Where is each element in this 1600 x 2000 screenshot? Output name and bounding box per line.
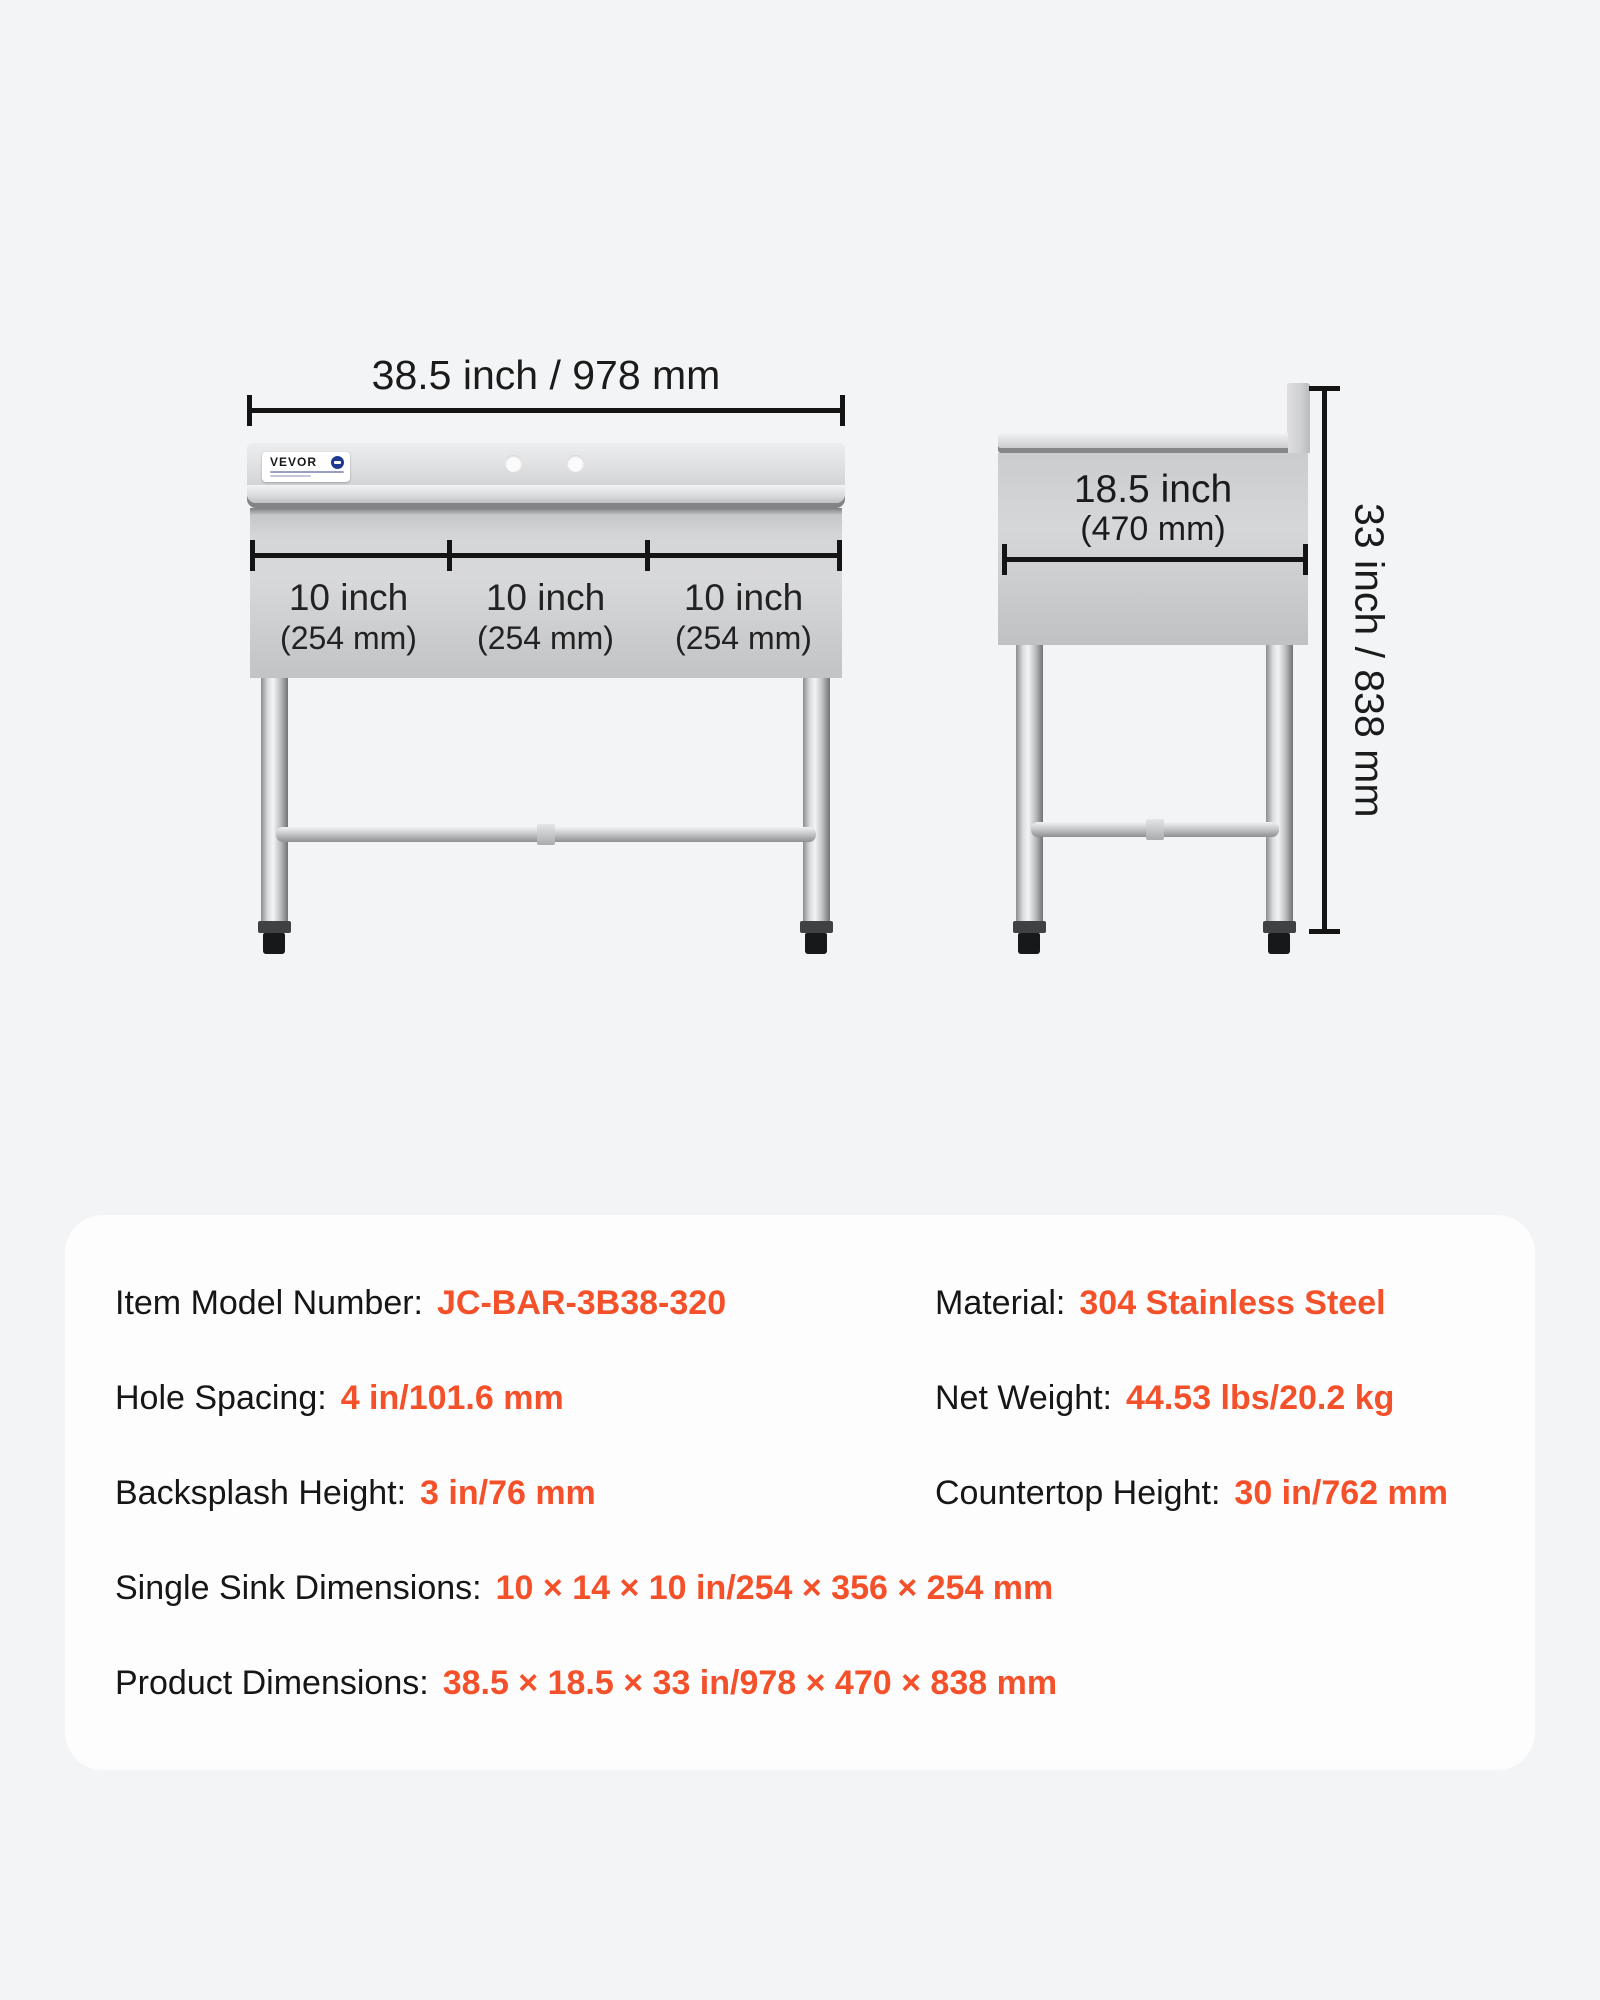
spec-row-hole-spacing: Hole Spacing: 4 in/101.6 mm <box>115 1379 564 1417</box>
spec-row-material: Material: 304 Stainless Steel <box>935 1284 1386 1322</box>
height-dimension-line <box>1322 386 1327 934</box>
crossbar-coupler <box>537 824 555 845</box>
dim-tick <box>447 540 452 571</box>
label-fine-print-line <box>270 475 311 477</box>
foot-collar <box>800 921 833 933</box>
faucet-hole <box>505 455 522 472</box>
side-backsplash <box>1287 383 1310 453</box>
adjustable-foot <box>1018 933 1040 954</box>
crossbar-coupler <box>1146 819 1164 840</box>
table-leg <box>803 678 830 921</box>
vevor-label <box>262 452 350 482</box>
spec-row-item-model-number: Item Model Number: JC-BAR-3B38-320 <box>115 1284 727 1322</box>
spec-card <box>65 1215 1535 1770</box>
table-leg <box>261 678 288 921</box>
spec-row-single-sink-dimensions: Single Sink Dimensions: 10 × 14 × 10 in/254 × 356 × 254 mm <box>115 1569 1054 1607</box>
sink-section-label: 10 inch (254 mm) <box>280 577 417 656</box>
adjustable-foot <box>263 933 285 954</box>
table-leg <box>1016 645 1043 921</box>
dim-tick <box>840 395 845 426</box>
dim-tick <box>645 540 650 571</box>
foot-collar <box>258 921 291 933</box>
crossbar <box>1031 822 1279 837</box>
adjustable-foot <box>1268 933 1290 954</box>
vevor-wordmark: VEVOR <box>270 455 318 469</box>
faucet-hole <box>567 455 584 472</box>
backsplash-lip <box>247 485 845 503</box>
sink-section-label: 10 inch (254 mm) <box>477 577 614 656</box>
dim-tick <box>250 540 255 571</box>
depth-dimension-label: 18.5 inch <box>1073 468 1233 511</box>
sink-section-label: 10 inch (254 mm) <box>675 577 812 656</box>
crossbar <box>276 827 816 842</box>
spec-row-net-weight: Net Weight: 44.53 lbs/20.2 kg <box>935 1379 1395 1417</box>
dim-tick <box>1002 544 1007 575</box>
side-countertop-edge <box>998 433 1288 448</box>
height-dimension-label: 33 inch / 838 mm <box>1346 502 1393 818</box>
dim-tick <box>1309 386 1340 391</box>
dim-tick <box>247 395 252 426</box>
spec-row-backsplash-height: Backsplash Height: 3 in/76 mm <box>115 1474 596 1512</box>
dim-tick <box>837 540 842 571</box>
depth-dimension-label-mm: (470 mm) <box>1080 510 1226 548</box>
spec-row-countertop-height: Countertop Height: 30 in/762 mm <box>935 1474 1448 1512</box>
nsf-badge-icon <box>331 456 344 469</box>
adjustable-foot <box>805 933 827 954</box>
dim-tick <box>1309 929 1340 934</box>
spec-row-product-dimensions: Product Dimensions: 38.5 × 18.5 × 33 in/978 × 470 × 838 mm <box>115 1664 1058 1702</box>
table-leg <box>1266 645 1293 921</box>
front-width-dimension-label: 38.5 inch / 978 mm <box>371 352 721 398</box>
label-fine-print-line <box>270 471 344 473</box>
depth-dimension-line <box>1002 557 1308 562</box>
front-width-dimension-line <box>247 408 845 413</box>
sink-sections-dimension-line <box>250 553 842 558</box>
foot-collar <box>1013 921 1046 933</box>
dim-tick <box>1303 544 1308 575</box>
foot-collar <box>1263 921 1296 933</box>
